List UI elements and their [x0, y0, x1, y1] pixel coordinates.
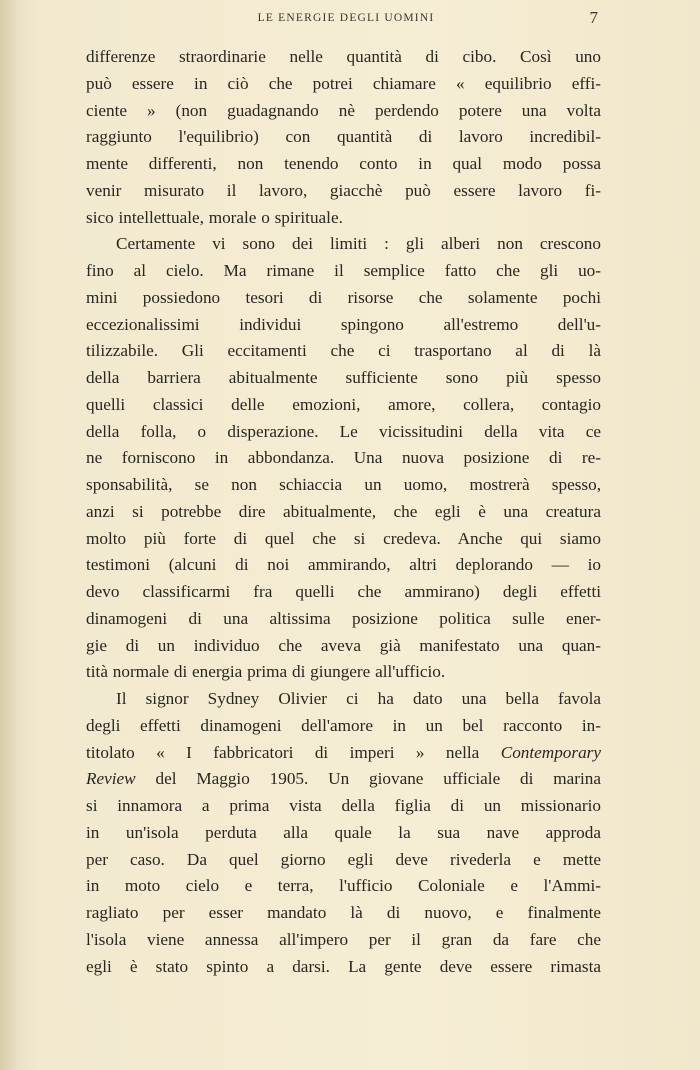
- text-line: in moto cielo e terra, l'ufficio Coloniale e l'Ammi-: [86, 876, 601, 896]
- text-line: ne forniscono in abbondanza. Una nuova posizione di re-: [86, 448, 601, 468]
- text-line: tilizzabile. Gli eccitamenti che ci trasportano al di là: [86, 341, 601, 361]
- text-line: differenze straordinarie nelle quantità di cibo. Così uno: [86, 47, 601, 66]
- text-line: della barriera abitualmente sufficiente sono più spesso: [86, 368, 601, 387]
- text-line: ciente » (non guadagnando nè perdendo potere una volta: [86, 100, 601, 120]
- text-line: testimoni (alcuni di noi ammirando, altri deplorando — io: [86, 555, 601, 575]
- text-line: gie di un individuo che aveva già manifestato una quan-: [86, 635, 601, 655]
- text-line: in un'isola perduta alla quale la sua nave approda: [86, 822, 601, 842]
- body-text: [86, 44, 601, 980]
- text-line: sico intellettuale, morale o spirituale.: [86, 207, 343, 227]
- text-line: egli è stato spinto a darsi. La gente deve essere rimasta: [86, 956, 601, 976]
- text-line: dinamogeni di una altissima posizione politica sulle ener-: [86, 608, 601, 628]
- text-line: Il signor Sydney Olivier ci ha dato una bella favola: [116, 689, 601, 708]
- text-span: titolato « I fabbricatori di imperi » nella: [86, 742, 501, 762]
- text-line: devo classificarmi fra quelli che ammirano) degli effetti: [86, 582, 601, 601]
- periodical-title: Review: [86, 769, 136, 789]
- text-line: fino al cielo. Ma rimane il semplice fatto che gli uo-: [86, 261, 601, 280]
- text-line-with-title: [86, 740, 601, 767]
- text-line: mente differenti, non tenendo conto in qual modo possa: [86, 154, 601, 173]
- text-line: anzi si potrebbe dire abitualmente, che egli è una creatura: [86, 501, 601, 521]
- page-gutter-shadow: [0, 0, 18, 1070]
- periodical-title: Contemporary: [500, 742, 601, 762]
- text-line: Certamente vi sono dei limiti : gli alberi non crescono: [116, 234, 601, 254]
- text-span: del Maggio 1905. Un giovane ufficiale di marina: [135, 769, 601, 789]
- text-line: mini possiedono tesori di risorse che solamente pochi: [86, 287, 601, 307]
- text-line: l'isola viene annessa all'impero per il gran da fare che: [86, 929, 601, 949]
- text-line: molto più forte di quel che si credeva. Anche qui siamo: [86, 528, 601, 548]
- text-line-with-title: [86, 766, 601, 793]
- text-line: degli effetti dinamogeni dell'amore in un bel racconto in-: [86, 715, 601, 735]
- text-line: venir misurato il lavoro, giacchè può essere lavoro fi-: [86, 180, 601, 200]
- running-title: LE ENERGIE DEGLI UOMINI: [257, 12, 435, 24]
- running-head: [86, 10, 606, 32]
- text-line: si innamora a prima vista della figlia di un missionario: [86, 796, 601, 815]
- page-number: 7: [589, 8, 598, 27]
- text-line: per caso. Da quel giorno egli deve rivederla e mette: [86, 849, 601, 869]
- text-line: eccezionalissimi individui spingono all'estremo dell'u-: [86, 314, 601, 334]
- text-line: può essere in ciò che potrei chiamare « equilibrio effi-: [86, 73, 601, 93]
- text-line: raggiunto l'equilibrio) con quantità di lavoro incredibil-: [86, 127, 601, 147]
- text-line: tità normale di energia prima di giungere all'ufficio.: [86, 662, 446, 682]
- text-line: ragliato per esser mandato là di nuovo, e finalmente: [86, 903, 601, 922]
- text-line: della folla, o disperazione. Le vicissitudini della vita ce: [86, 421, 601, 441]
- text-line: sponsabilità, se non schiaccia un uomo, mostrerà spesso,: [86, 475, 601, 494]
- text-line: quelli classici delle emozioni, amore, collera, contagio: [86, 394, 601, 414]
